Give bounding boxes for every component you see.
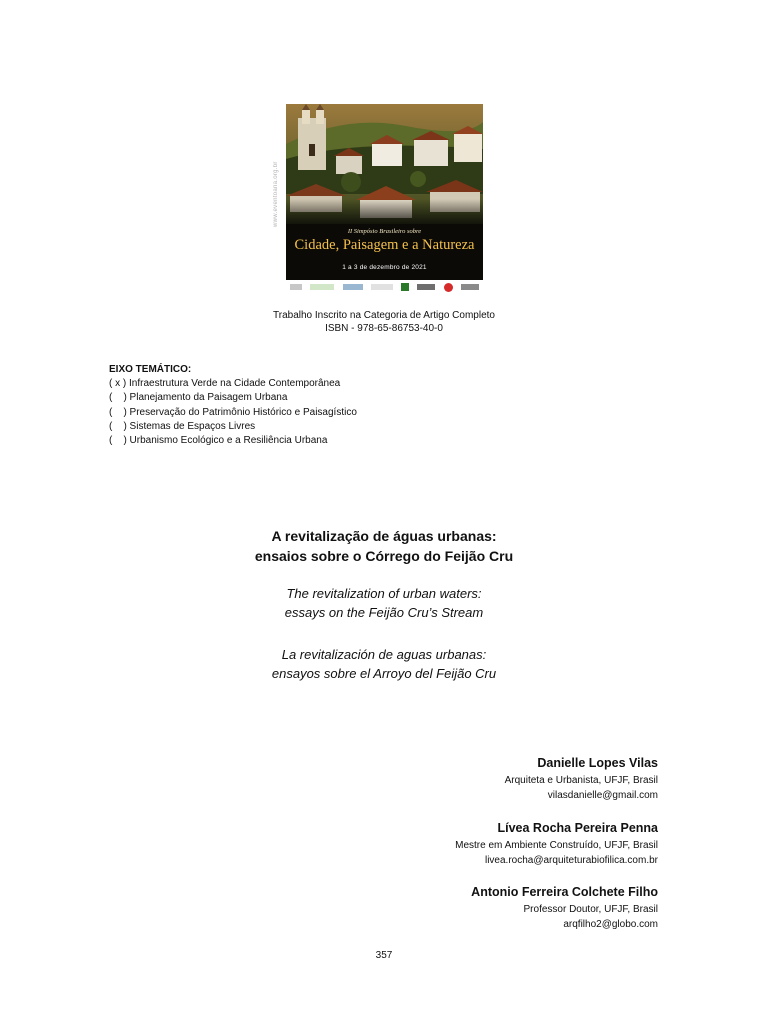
title-line: La revitalización de aguas urbanas: bbox=[281, 647, 487, 662]
tri-logo bbox=[290, 284, 302, 290]
poster-subtitle: II Simpósio Brasileiro sobre bbox=[347, 228, 422, 235]
poster-side-url: www.eventoana.org.br bbox=[273, 161, 279, 227]
theme-option: ( ) Planejamento da Paisagem Urbana bbox=[109, 392, 288, 404]
unesp-logo bbox=[417, 284, 435, 290]
title-spanish bbox=[0, 645, 768, 683]
author-email: livea.rocha@arquiteturabiofilica.com.br bbox=[484, 854, 658, 866]
author-affiliation: Mestre em Ambiente Construído, UFJF, Brasil bbox=[455, 840, 658, 851]
page-number: 357 bbox=[375, 950, 393, 961]
author-affiliation: Professor Doutor, UFJF, Brasil bbox=[523, 904, 658, 915]
author-affiliation: Arquiteta e Urbanista, UFJF, Brasil bbox=[504, 775, 658, 786]
poster-dates: 1 a 3 de dezembro de 2021 bbox=[342, 264, 427, 271]
author-name: Lívea Rocha Pereira Penna bbox=[497, 821, 658, 835]
submission-note bbox=[0, 309, 768, 335]
author-block bbox=[471, 883, 658, 932]
title-line: ensayos sobre el Arroyo del Feijão Cru bbox=[271, 666, 497, 681]
title-line: ensaios sobre o Córrego do Feijão Cru bbox=[254, 548, 514, 564]
theme-option: ( ) Urbanismo Ecológico e a Resiliência Urbana bbox=[109, 435, 328, 447]
title-line: essays on the Feijão Cru’s Stream bbox=[284, 605, 484, 620]
title-english bbox=[0, 584, 768, 622]
sponsor-logo-strip bbox=[286, 280, 483, 294]
isbn: ISBN - 978-65-86753-40-0 bbox=[325, 323, 443, 334]
title-line: A revitalização de águas urbanas: bbox=[271, 528, 497, 544]
green-logo bbox=[401, 283, 409, 291]
poster-title: Cidade, Paisagem e a Natureza bbox=[294, 237, 475, 253]
author-block bbox=[505, 754, 658, 803]
author-block bbox=[455, 819, 658, 868]
author-name: Danielle Lopes Vilas bbox=[537, 756, 658, 770]
poster-photo bbox=[286, 104, 483, 280]
author-name: Antonio Ferreira Colchete Filho bbox=[471, 885, 658, 899]
text-logo bbox=[371, 284, 393, 290]
title-portuguese bbox=[0, 526, 768, 566]
submission-category: Trabalho Inscrito na Categoria de Artigo Completo bbox=[273, 310, 495, 321]
red-logo bbox=[444, 283, 453, 292]
theme-option: ( ) Sistemas de Espaços Livres bbox=[109, 420, 256, 432]
event-poster bbox=[273, 100, 485, 294]
theme-option: ( x ) Infraestrutura Verde na Cidade Contemporânea bbox=[109, 378, 341, 390]
theme-option: ( ) Preservação do Patrimônio Histórico e Paisagístico bbox=[109, 406, 357, 418]
title-line: The revitalization of urban waters: bbox=[286, 586, 482, 601]
dinamo-logo bbox=[343, 284, 363, 290]
author-email: vilasdanielle@gmail.com bbox=[547, 789, 658, 801]
theme-axis-heading: EIXO TEMÁTICO: bbox=[109, 364, 192, 375]
arch-logo bbox=[461, 284, 479, 290]
author-email: arqfilho2@globo.com bbox=[563, 918, 658, 930]
theme-axis bbox=[109, 363, 357, 448]
leaf-logo bbox=[310, 284, 334, 290]
